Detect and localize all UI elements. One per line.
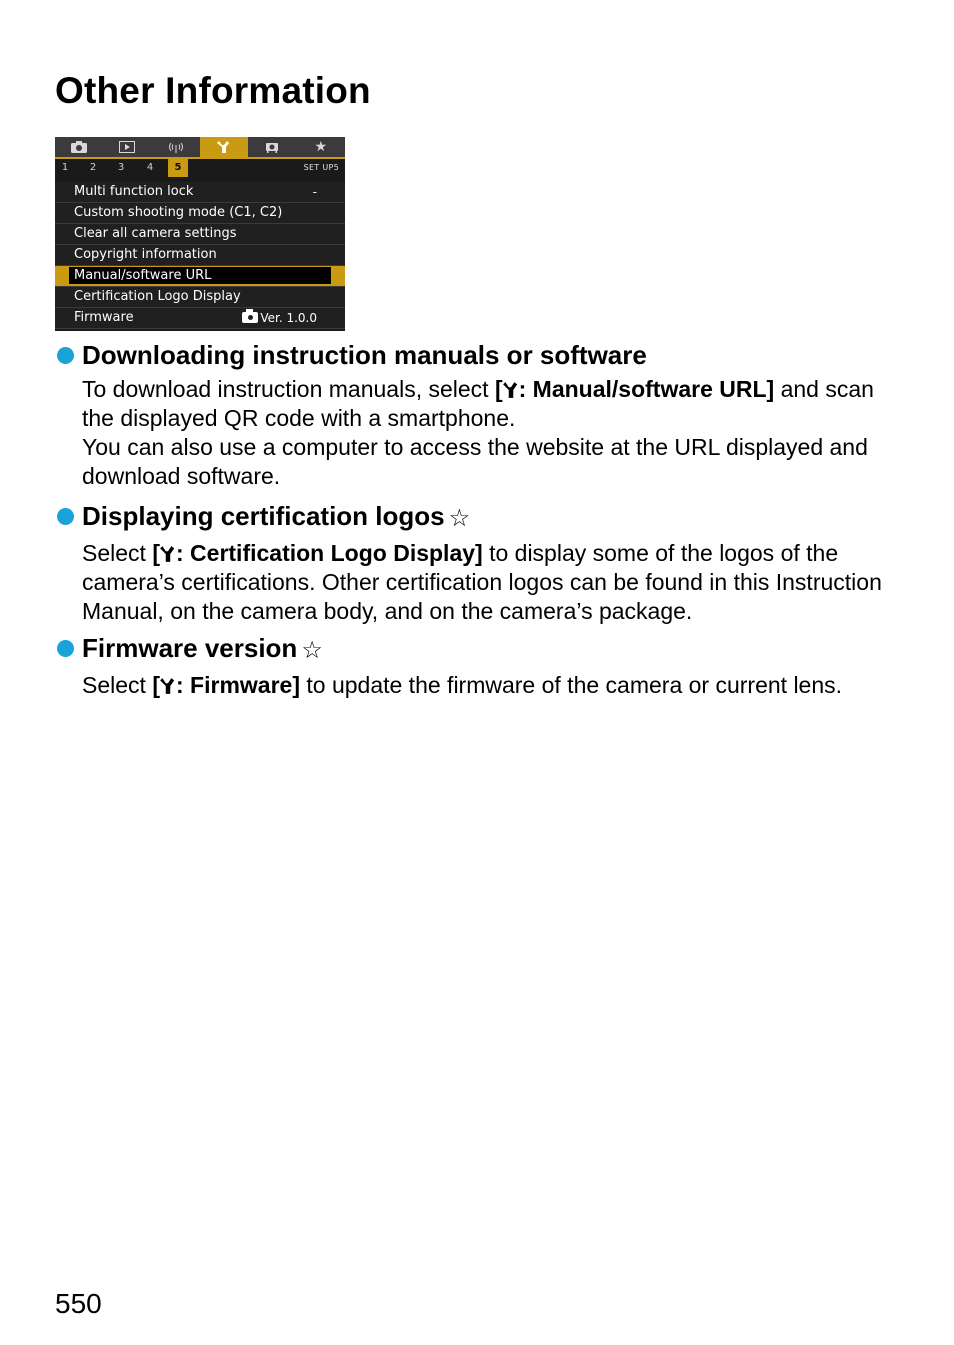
tab-wireless	[152, 137, 200, 157]
wrench-icon	[503, 381, 519, 399]
menu-reference	[495, 376, 774, 402]
custom-function-icon	[264, 141, 280, 153]
tab-setup	[200, 137, 248, 157]
my-menu-star-icon: ★	[314, 139, 328, 155]
star-outline-icon: ☆	[301, 637, 323, 664]
bullet-dot-icon	[57, 347, 74, 364]
menu-item-name: : Firmware]	[176, 672, 300, 698]
tab-playback	[103, 137, 151, 157]
section-firmware-version	[57, 632, 877, 700]
section-body	[82, 671, 882, 700]
menu-item-label: Certification Logo Display	[74, 289, 241, 304]
menu-item-label: Custom shooting mode (C1, C2)	[74, 205, 283, 220]
tab-shooting	[55, 137, 103, 157]
page-number: 550	[55, 1288, 102, 1319]
menu-item-name: : Certification Logo Display]	[176, 540, 483, 566]
camera-menu-screenshot	[55, 137, 345, 331]
page-indicator-3: 3	[117, 162, 125, 173]
menu-reference	[152, 672, 300, 698]
page-title: Other Information	[55, 70, 371, 111]
wireless-icon	[168, 141, 184, 153]
firmware-version: Ver. 1.0.0	[260, 311, 317, 325]
tab-custom-functions	[248, 137, 296, 157]
section-heading	[57, 632, 877, 667]
section-downloading-manuals	[57, 339, 877, 491]
section-heading-text: Firmware version	[82, 633, 298, 663]
camera-icon	[71, 141, 87, 153]
bracket: [	[152, 672, 160, 698]
menu-item-value	[242, 308, 317, 328]
menu-item-label: Copyright information	[74, 247, 217, 262]
bullet-dot-icon	[57, 508, 74, 525]
menu-page-row	[55, 159, 345, 177]
page-indicator-2: 2	[89, 162, 97, 173]
menu-item-firmware	[55, 308, 345, 329]
text: to display some of the logos of the camera’s certifications. Other certification logos can be found in this Instruction Manual, on the camera body, and on the camera’s package.	[82, 540, 882, 624]
menu-item-label: Firmware	[74, 310, 134, 325]
paragraph: You can also use a computer to access the website at the URL displayed and download software.	[82, 434, 868, 489]
text: Select	[82, 540, 153, 566]
wrench-icon	[217, 140, 231, 154]
playback-icon	[119, 141, 135, 153]
section-heading	[57, 339, 877, 371]
menu-list	[55, 182, 345, 329]
paragraph	[82, 539, 882, 626]
menu-item-custom-shooting-mode	[55, 203, 345, 224]
bullet-dot-icon	[57, 640, 74, 657]
menu-item-certification-logo-display	[55, 287, 345, 308]
menu-item-label: Multi function lock	[74, 184, 194, 199]
menu-item-multi-function-lock	[55, 182, 345, 203]
text: Select	[82, 672, 153, 698]
bracket: [	[152, 540, 160, 566]
camera-body-icon	[242, 312, 258, 323]
page-indicator-1: 1	[61, 162, 69, 173]
menu-item-copyright-information	[55, 245, 345, 266]
menu-item-clear-all-camera-settings	[55, 224, 345, 245]
section-heading-text: Downloading instruction manuals or software	[82, 340, 647, 370]
menu-item-label: Clear all camera settings	[74, 226, 237, 241]
text: To download instruction manuals, select	[82, 376, 495, 402]
section-heading-text: Displaying certification logos	[82, 501, 445, 531]
text: to update the firmware of the camera or current lens.	[299, 672, 843, 698]
section-heading	[57, 500, 877, 535]
section-body	[82, 375, 882, 491]
paragraph	[82, 375, 882, 433]
menu-item-label: Manual/software URL	[74, 268, 212, 283]
text: and scan the displayed QR code with a smartphone.	[82, 376, 874, 431]
bracket: [	[494, 376, 503, 402]
section-body	[82, 539, 882, 626]
section-certification-logos	[57, 500, 882, 626]
wrench-icon	[160, 545, 176, 563]
menu-item-value: -	[312, 185, 317, 199]
wrench-icon	[160, 677, 176, 695]
menu-tab-row	[55, 137, 345, 157]
menu-item-name: : Manual/software URL]	[518, 376, 775, 402]
page-indicator-5: 5	[168, 159, 188, 177]
tab-my-menu	[297, 137, 345, 157]
menu-reference	[152, 540, 482, 566]
menu-item-manual-software-url	[55, 266, 345, 287]
paragraph	[82, 671, 882, 700]
star-outline-icon: ☆	[448, 505, 471, 532]
page-indicator-4: 4	[146, 162, 154, 173]
page-section-label: SET UP5	[303, 163, 339, 172]
